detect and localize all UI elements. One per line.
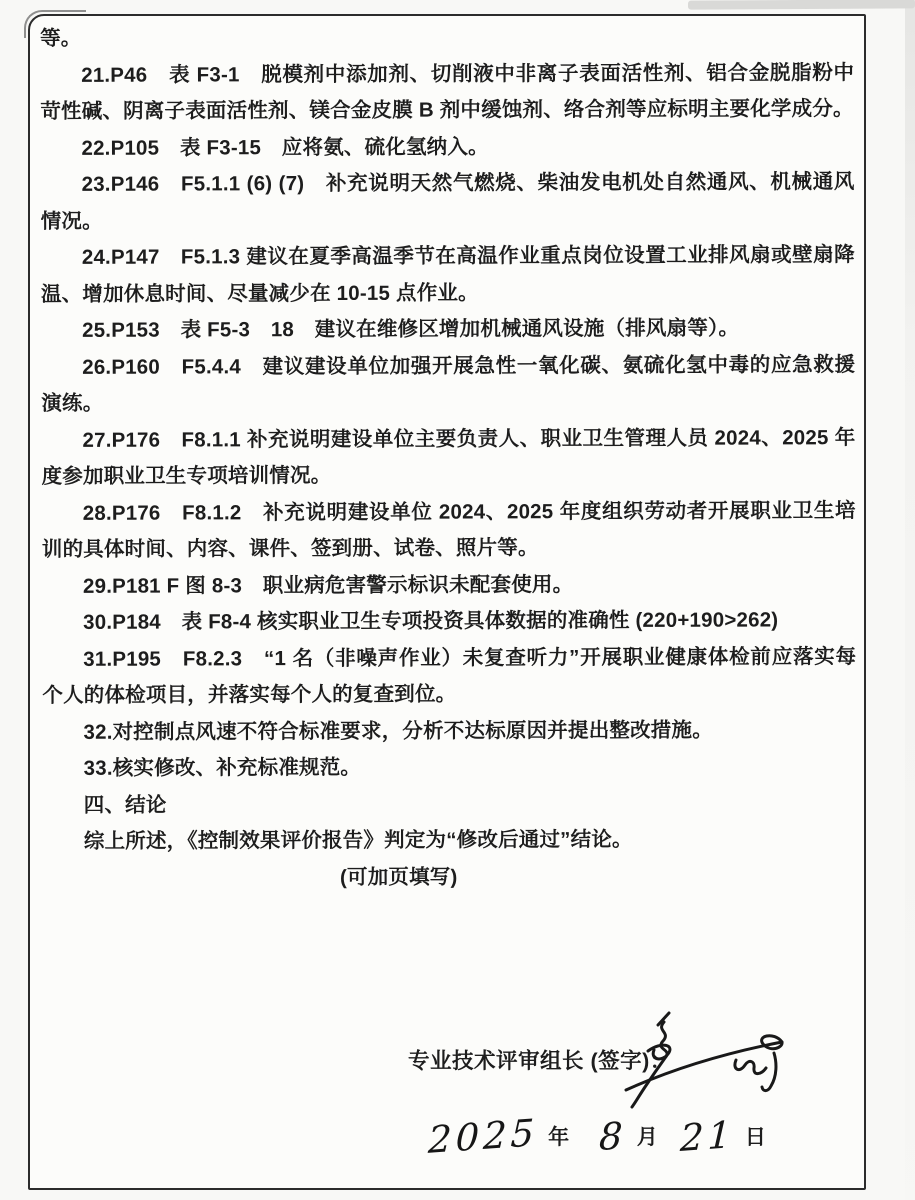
conclusion-text: 综上所述，《控制效果评价报告》判定为“修改后通过”结论。 — [83, 827, 633, 853]
intro-text: 等。 — [40, 26, 82, 50]
review-item-27: 27.P176 F8.1.1 补充说明建设单位主要负责人、职业卫生管理人员 2024、2025 年度参加职业卫生专项培训情况。 — [41, 425, 856, 488]
date-month-unit: 月 — [636, 1126, 658, 1149]
signature-label: 专业技术评审组长 (签字)： — [408, 1049, 672, 1073]
date-year-unit: 年 — [548, 1126, 570, 1149]
review-item-29: 29.P181 F 图 8-3 职业病危害警示标识未配套使用。 — [82, 572, 574, 598]
review-item-28: 28.P176 F8.1.2 补充说明建设单位 2024、2025 年度组织劳动者开展职业卫生培训的具体时间、内容、课件、签到册、试卷、照片等。 — [41, 498, 856, 561]
scan-artifact-top — [688, 0, 915, 10]
review-item-21: 21.P46 表 F3-1 脱模剂中添加剂、切削液中非离子表面活性剂、铝合金脱脂粉中苛性碱、阴离子表面活性剂、镁合金皮膜 B 剂中缓蚀剂、络合剂等应标明主要化学成分。 — [40, 60, 855, 123]
review-item-23: 23.P146 F5.1.1 (6) (7) 补充说明天然气燃烧、柴油发电机处自然通风、机械通风情况。 — [40, 170, 855, 233]
review-item-33: 33.核实修改、补充标准规范。 — [83, 755, 362, 780]
conclusion-heading: 四、结论 — [83, 793, 167, 817]
document-body — [40, 18, 857, 897]
date-month-handwritten: 8 — [598, 1113, 628, 1160]
note-text: (可加页填写) — [339, 865, 458, 889]
review-item-25: 25.P153 表 F5-3 18 建议在维修区增加机械通风设施（排风扇等）。 — [82, 316, 740, 342]
date-line — [427, 1111, 774, 1162]
review-item-24: 24.P147 F5.1.3 建议在夏季高温季节在高温作业重点岗位设置工业排风扇或壁扇降温、增加休息时间、尽量减少在 10-15 点作业。 — [40, 243, 855, 306]
review-item-32: 32.对控制点风速不符合标准要求，分析不达标原因并提出整改措施。 — [83, 718, 713, 744]
review-item-26: 26.P160 F5.4.4 建议建设单位加强开展急性一氧化碳、氨硫化氢中毒的应急救援演练。 — [41, 352, 856, 415]
date-day-handwritten: 21 — [679, 1112, 736, 1161]
date-day-unit: 日 — [744, 1126, 766, 1149]
review-item-31: 31.P195 F8.2.3 “1 名（非噪声作业）未复查听力”开展职业健康体检前应落实每个人的体检项目，并落实每个人的复查到位。 — [42, 644, 857, 707]
date-year-handwritten: 2025 — [427, 1111, 539, 1162]
review-item-22: 22.P105 表 F3-15 应将氨、硫化氢纳入。 — [81, 134, 489, 160]
scan-artifact-right-edge — [905, 0, 915, 1200]
review-item-30: 30.P184 表 F8-4 核实职业卫生专项投资具体数据的准确性 (220+190>262) — [83, 608, 779, 634]
